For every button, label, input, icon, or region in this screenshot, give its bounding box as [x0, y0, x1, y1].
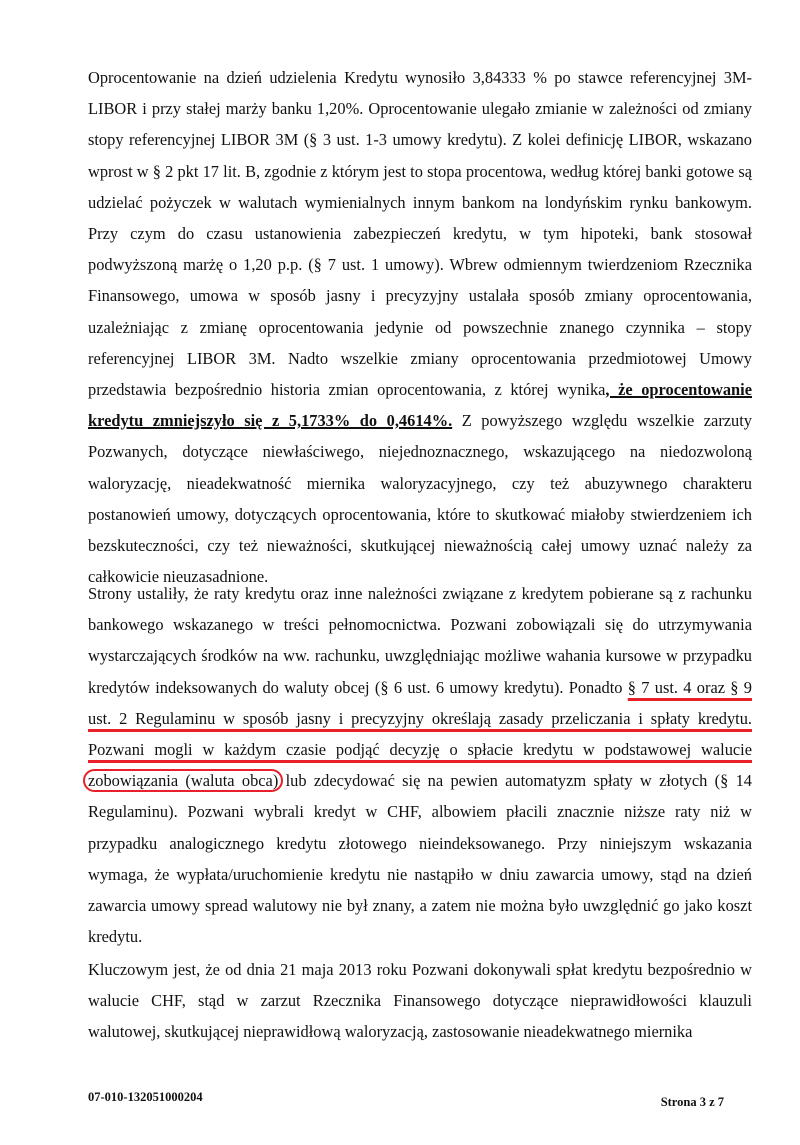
paragraph-text: Oprocentowanie na dzień udzielenia Kredytu wynosiło 3,84333 % po stawce referencyjnej 3M-LIBOR i przy stałej marży banku 1,20%. Oprocentowanie ulegało zmianie w zależności od zmiany stopy referencyjnej LIBOR 3M (§ 3 ust. 1-3 umowy kredytu). Z kolei definicję LIBOR, wskazano wprost w § 2 pkt 17 lit. B, zgodnie z którym jest to stopa procentowa, według której banki gotowe są udzielać pożyczek w walutach wymienialnych innym bankom na londyńskim rynku bankowym. Przy czym do czasu ustanowienia zabezpieczeń kredytu, w tym hipoteki, bank stosował podwyższoną marżę o 1,20 p.p. (§ 7 ust. 1 umowy). Wbrew odmiennym twierdzeniom Rzecznika Finansowego, umowa w sposób jasny i precyzyjny ustalała sposób zmiany oprocentowania, uzależniając z zmianę oprocentowania jedynie od powszechnie znanego czynnika – stopy referencyjnej LIBOR 3M. Nadto wszelkie zmiany oprocentowania przedmiotowej Umowy przedstawia bezpośrednio historia zmian oprocentowania, z której wynika [88, 68, 752, 400]
red-underlined-passage: § 7 ust. 4 oraz § 9 ust. 2 Regulaminu w sposób jasny i precyzyjny określają zasady przeliczania i spłaty kredytu. Pozwani mogli w każdym czasie podjąć decyzję o spłacie kredytu w podstawowej walucie [88, 677, 752, 760]
red-circled-phrase: zobowiązania (waluta obca) [83, 769, 283, 792]
paragraph-text: lub zdecydować się na pewien automatyzm spłaty w złotych (§ 14 Regulaminu). Pozwani wybrali kredyt w CHF, albowiem płacili znacznie niższe raty niż w przypadku analogicznego kredytu złotowego nieindeksowanego. Przy niniejszym wskazania wymaga, że wypłata/uruchomienie kredytu nie nastąpiło w dniu zawarcia umowy, stąd na dzień zawarcia umowy spread walutowy nie był znany, a zatem nie można było uwzględnić go jako koszt kredytu. [88, 771, 752, 947]
footer-page-number: Strona 3 z 7 [660, 1095, 724, 1109]
paragraph-chf-repayment [88, 954, 752, 1048]
paragraph-text: Strony ustaliły, że raty kredytu oraz inne należności związane z kredytem pobierane są z rachunku bankowego wskazanego w treści pełnomocnictwa. Pozwani zobowiązali się do utrzymywania wystarczających środków na ww. rachunku, uwzględniając możliwe wahania kursowe w przypadku kredytów indeksowanych do waluty obcej (§ 6 ust. 6 umowy kredytu). Ponadto [88, 584, 752, 697]
paragraph-interest-rate [88, 62, 752, 592]
bold-underlined-phrase: , że oprocentowanie kredytu zmniejszyło się z 5,1733% do 0,4614%. [88, 380, 752, 431]
paragraph-repayment [88, 578, 752, 952]
footer-document-code: 07-010-132051000204 [88, 1090, 203, 1104]
paragraph-text: Kluczowym jest, że od dnia 21 maja 2013 roku Pozwani dokonywali spłat kredytu bezpośrednio w walucie CHF, stąd w zarzut Rzecznika Finansowego dotyczące nieprawidłowości klauzuli walutowej, skutkującej nieprawidłową waloryzacją, zastosowanie nieadekwatnego miernika [88, 960, 752, 1042]
paragraph-text: Z powyższego względu wszelkie zarzuty Pozwanych, dotyczące niewłaściwego, niejednoznacznego, wskazującego na niedozwoloną waloryzację, nieadekwatność miernika waloryzacyjnego, czy też abuzywnego charakteru postanowień umowy, dotyczących oprocentowania, które to skutkować miałoby stwierdzeniem ich bezskuteczności, czy też nieważności, skutkującej nieważnością całej umowy uznać należy za całkowicie nieuzasadnione. [88, 411, 752, 587]
